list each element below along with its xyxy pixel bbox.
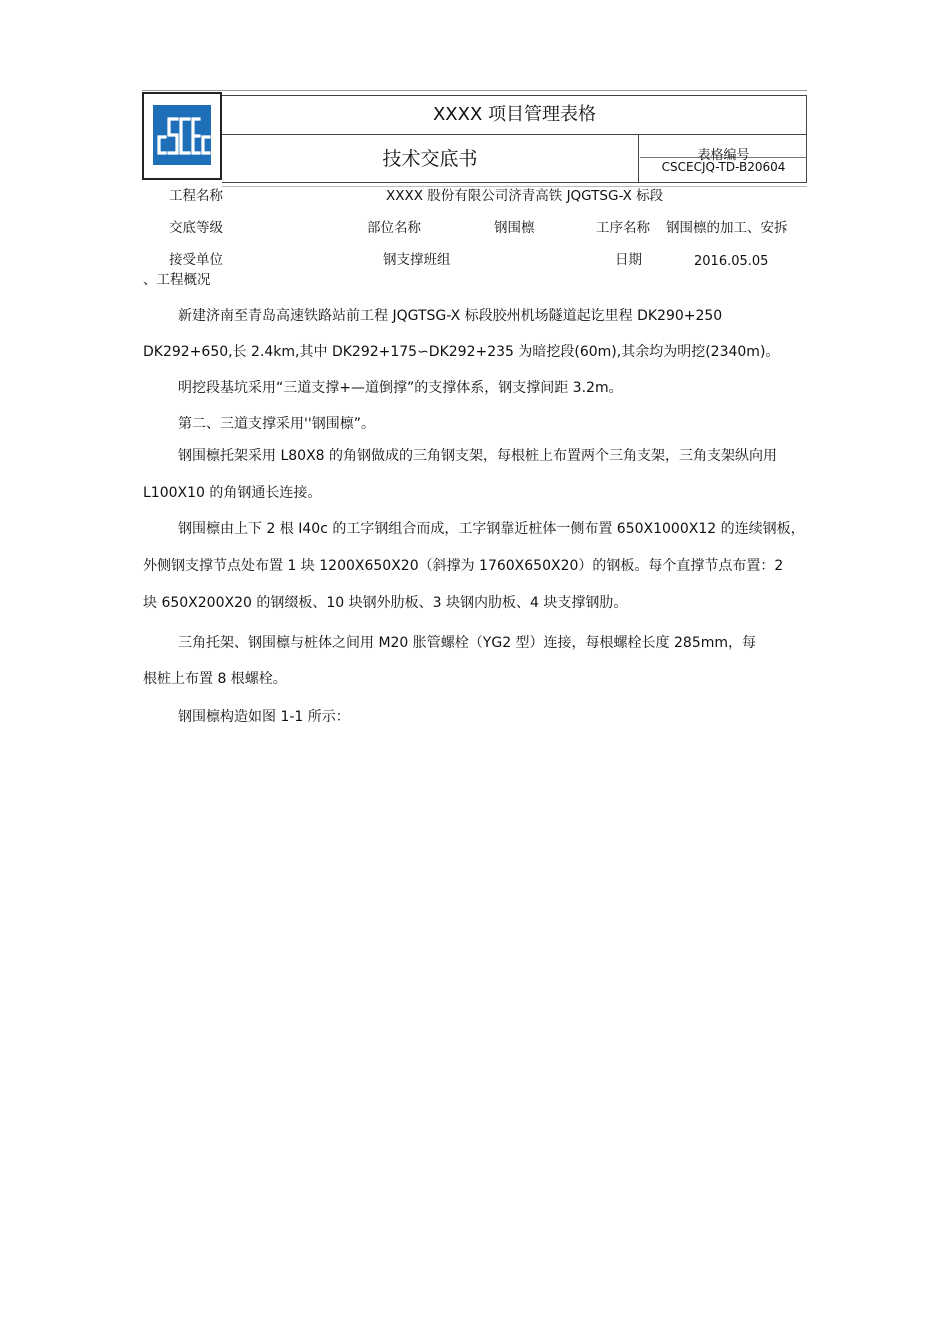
paragraph-line: 外侧钢支撑节点处布置 1 块 1200X650X20（斜撑为 1760X650X20）的钢板。每个直撑节点布置：2 [143, 558, 784, 574]
process-label: 工序名称 [596, 220, 650, 236]
form-header-title: XXXX 项目管理表格 [432, 104, 597, 125]
paragraph-line: 明挖段基坑采用“三道支撑+—道倒撑”的支撑体系，钢支撑间距 3.2m。 [178, 380, 623, 396]
paragraph-line: 三角托架、钢围檩与桩体之间用 M20 胀管螺栓（YG2 型）连接，每根螺栓长度 285mm，每 [178, 635, 756, 651]
divider [222, 134, 807, 135]
cscec-logo-icon [153, 105, 211, 165]
process-value: 钢围檩的加工、安拆 [666, 220, 788, 236]
paragraph-line: 钢围檩托架采用 L80X8 的角钢做成的三角钢支架，每根桩上布置两个三角支架，三角支架纵向用 [178, 448, 778, 464]
receiver-value: 钢支撑班组 [383, 252, 451, 268]
paragraph-line: 新建济南至青岛高速铁路站前工程 JQGTSG-X 标段胶州机场隧道起讫里程 DK290+250 [178, 308, 723, 324]
paragraph-line: 块 650X200X20 的钢缀板、10 块钢外肋板、3 块钢内肋板、4 块支撑钢肋。 [143, 595, 628, 611]
paragraph-line: 根桩上布置 8 根螺栓。 [143, 671, 287, 687]
divider [638, 134, 639, 182]
paragraph-line: 钢围檩由上下 2 根 I40c 的工字钢组合而成，工字钢靠近桩体一侧布置 650X1000X12 的连续钢板， [178, 521, 805, 537]
company-logo [142, 92, 222, 180]
form-number-value: CSCECJQ-TD-B20604 [661, 160, 786, 174]
paragraph-line: DK292+650,长 2.4km,其中 DK292+175∽DK292+235 为暗挖段(60m),其余均为明挖(2340m)。 [143, 344, 780, 360]
date-label: 日期 [615, 252, 642, 268]
divider [222, 186, 807, 187]
form-number-label: 表格编号 [697, 148, 750, 163]
part-value: 钢围檩 [494, 220, 535, 236]
part-label: 部位名称 [367, 220, 421, 236]
paragraph-line: L100X10 的角钢通长连接。 [143, 485, 322, 501]
project-name-value: XXXX 股份有限公司济青高铁 JQGTSG-X 标段 [386, 188, 664, 204]
divider [222, 182, 807, 183]
section-title: 、工程概况 [143, 272, 211, 288]
project-name-label: 工程名称 [169, 188, 223, 204]
level-label: 交底等级 [169, 220, 223, 236]
date-value: 2016.05.05 [694, 254, 769, 269]
receiver-label: 接受单位 [169, 252, 223, 268]
paragraph-line: 钢围檩构造如图 1-1 所示： [178, 709, 350, 725]
paragraph-line: 第二、三道支撑采用''钢围檩”。 [178, 416, 375, 432]
document-title: 技术交底书 [382, 148, 478, 170]
